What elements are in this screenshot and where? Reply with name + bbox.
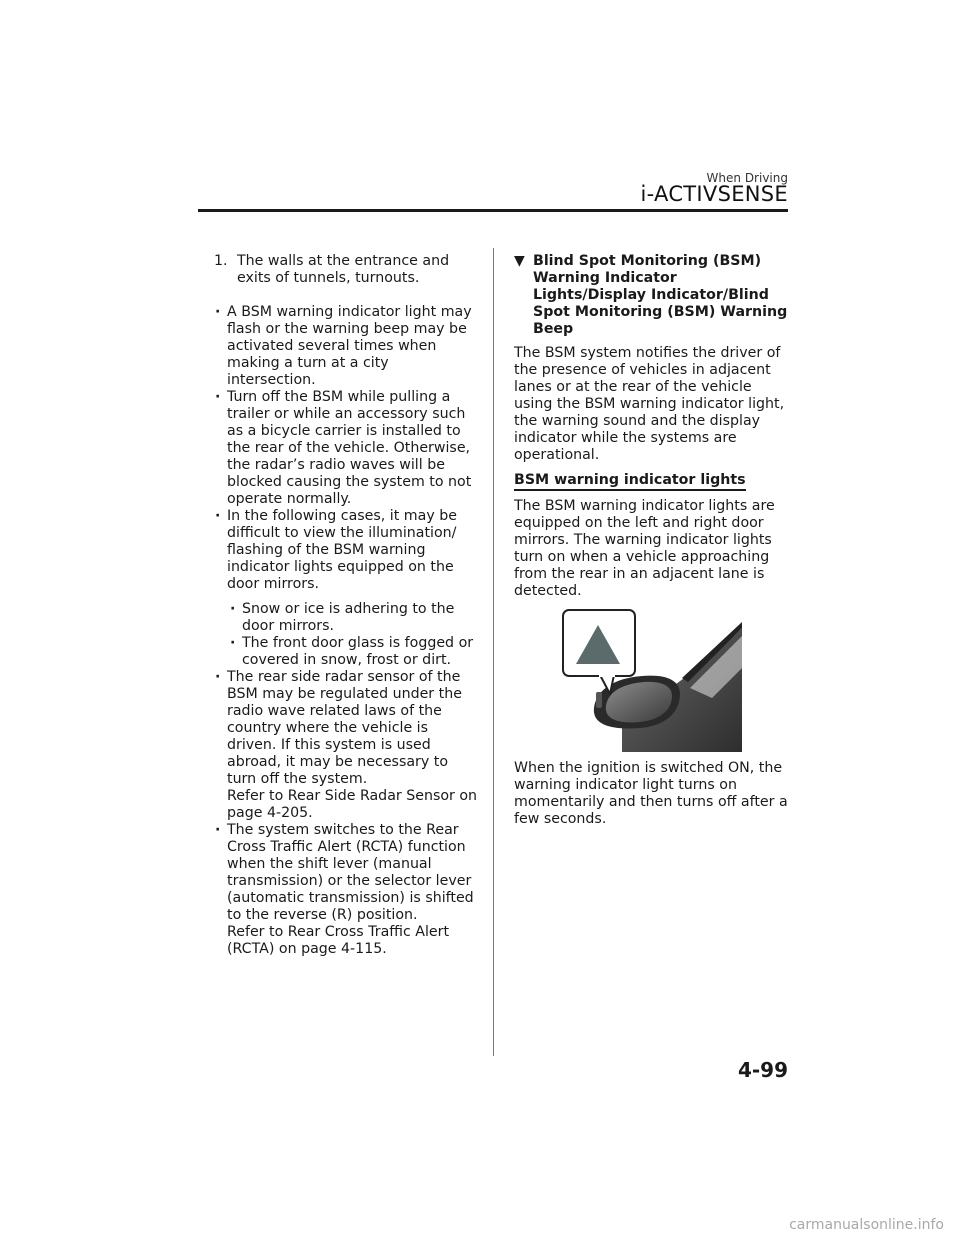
section-heading: [514, 253, 792, 338]
item-number: 1.: [214, 253, 228, 269]
bullet-text: Turn off the BSM while pulling a trailer or while an accessory such as a bicycle carrier is installed to the rear of the vehicle. Otherwise, the radar’s radio waves will be blocked causing the system to not operate normally.: [227, 389, 472, 507]
section-label: When Driving: [706, 171, 788, 185]
ignition-paragraph: When the ignition is switched ON, the warning indicator light turns on momentarily and then turns off after a few seconds.: [514, 760, 788, 827]
item-text: The walls at the entrance and exits of tunnels, turnouts.: [237, 253, 450, 286]
bullet-item: [212, 822, 480, 958]
intro-paragraph: The BSM system notifies the driver of the presence of vehicles in adjacent lanes or at the rear of the vehicle using the BSM warning indicator light, the warning sound and the display indicator while the systems are operational.: [514, 345, 785, 463]
bullet-item: [212, 669, 480, 822]
header-rule: [198, 209, 788, 212]
door-mirror-illustration: [562, 608, 742, 752]
sub-bullet-item: [227, 635, 480, 669]
bullet-item: [212, 389, 480, 508]
page-reference[interactable]: Refer to Rear Cross Traffic Alert (RCTA) on page 4-115.: [227, 924, 450, 957]
bullet-item: [212, 304, 480, 389]
bullet-text: The system switches to the Rear Cross Traffic Alert (RCTA) function when the shift lever (manual transmission) or the selector lever (automatic transmission) is shifted to the reverse (R) position.: [227, 822, 474, 923]
numbered-item: [212, 253, 480, 287]
page-number: 4-99: [737, 1058, 788, 1082]
bullet-item: [212, 508, 480, 669]
bullet-text: A BSM warning indicator light may flash or the warning beep may be activated several times when making a turn at a city intersection.: [227, 304, 472, 388]
page-reference[interactable]: Refer to Rear Side Radar Sensor on page 4-205.: [227, 788, 478, 821]
mirror-indicator-light: [596, 692, 602, 708]
sub-bullet-text: Snow or ice is adhering to the door mirrors.: [242, 601, 455, 634]
sub-bullet-text: The front door glass is fogged or covered in snow, frost or dirt.: [242, 635, 474, 668]
subheading: BSM warning indicator lights: [514, 472, 746, 491]
sub-bullet-list: [227, 601, 480, 669]
right-column: [514, 253, 792, 836]
description-paragraph: The BSM warning indicator lights are equipped on the left and right door mirrors. The warning indicator lights turn on when a vehicle approaching from the rear in an adjacent lane is detected.: [514, 498, 775, 599]
watermark[interactable]: carmanualsonline.info: [789, 1217, 944, 1233]
sub-bullet-item: [227, 601, 480, 635]
triangle-marker-icon: ▼: [514, 253, 525, 269]
bullet-text: In the following cases, it may be difficult to view the illumination/ flashing of the BSM warning indicator lights equipped on the door mirrors.: [227, 508, 457, 592]
bullet-text: The rear side radar sensor of the BSM may be regulated under the radio wave related laws of the country where the vehicle is driven. If this system is used abroad, it may be necessary to turn off the system.: [227, 669, 462, 787]
chapter-title: i-ACTIVSENSE: [640, 182, 788, 206]
left-column: [212, 253, 480, 958]
section-heading-text: Blind Spot Monitoring (BSM) Warning Indicator Lights/Display Indicator/Blind Spot Monitoring (BSM) Warning Beep: [533, 253, 788, 337]
mirror-figure-svg: [562, 608, 742, 752]
column-divider: [493, 248, 494, 1056]
